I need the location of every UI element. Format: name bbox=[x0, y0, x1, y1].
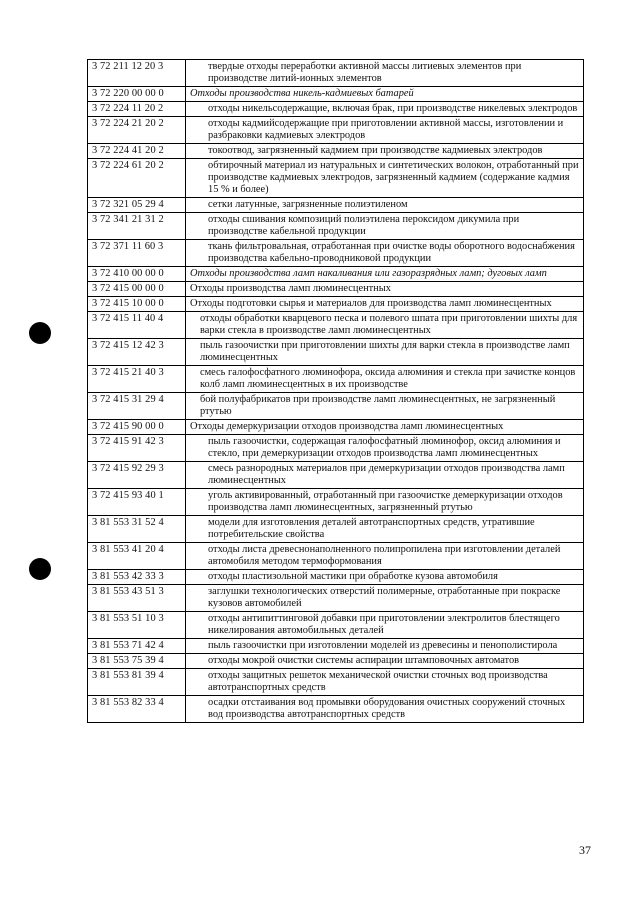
waste-description-cell: отходы мокрой очистки системы аспирации штамповочных автоматов bbox=[186, 654, 584, 669]
page-number: 37 bbox=[579, 843, 591, 857]
waste-description-cell: отходы кадмийсодержащие при приготовлении активной массы, изготовлении и разбраковки кадмиевых электродов bbox=[186, 117, 584, 144]
table-row bbox=[88, 516, 584, 543]
waste-description-cell: ткань фильтровальная, отработанная при очистке воды оборотного водоснабжения производства кабельно-проводниковой продукции bbox=[186, 240, 584, 267]
table-row bbox=[88, 339, 584, 366]
waste-description-cell: осадки отстаивания вод промывки оборудования очистных сооружений сточных вод производства автотранспортных средств bbox=[186, 696, 584, 723]
waste-description-cell: обтирочный материал из натуральных и синтетических волокон, отработанный при производстве кадмиевых электродов, загрязненный кадмием (содержание кадмия 15 % и более) bbox=[186, 159, 584, 198]
waste-description-cell: модели для изготовления деталей автотранспортных средств, утратившие потребительские свойства bbox=[186, 516, 584, 543]
punch-hole-top bbox=[29, 322, 51, 344]
waste-code-cell: 3 81 553 51 10 3 bbox=[88, 612, 186, 639]
table-row bbox=[88, 435, 584, 462]
table-row bbox=[88, 213, 584, 240]
waste-code-cell: 3 72 415 93 40 1 bbox=[88, 489, 186, 516]
table-row bbox=[88, 297, 584, 312]
waste-code-cell: 3 72 415 00 00 0 bbox=[88, 282, 186, 297]
waste-code-cell: 3 81 553 43 51 3 bbox=[88, 585, 186, 612]
waste-description-cell: твердые отходы переработки активной массы литиевых элементов при производстве литий-ионных элементов bbox=[186, 60, 584, 87]
waste-description-cell: отходы антипиттинговой добавки при приготовлении электролитов блестящего никелирования автомобильных деталей bbox=[186, 612, 584, 639]
waste-description-cell: Отходы производства ламп накаливания или газоразрядных ламп; дуговых ламп bbox=[186, 267, 584, 282]
waste-description-cell: пыль газоочистки при приготовлении шихты для варки стекла в производстве ламп люминесцентных bbox=[186, 339, 584, 366]
waste-code-cell: 3 72 224 41 20 2 bbox=[88, 144, 186, 159]
waste-code-cell: 3 81 553 31 52 4 bbox=[88, 516, 186, 543]
table-body bbox=[88, 60, 584, 723]
waste-code-cell: 3 72 415 12 42 3 bbox=[88, 339, 186, 366]
waste-description-cell: отходы сшивания композиций полиэтилена пероксидом дикумила при производстве кабельной продукции bbox=[186, 213, 584, 240]
table-row bbox=[88, 696, 584, 723]
waste-description-cell: Отходы демеркуризации отходов производства ламп люминесцентных bbox=[186, 420, 584, 435]
table-row bbox=[88, 366, 584, 393]
waste-code-cell: 3 81 553 75 39 4 bbox=[88, 654, 186, 669]
table-row bbox=[88, 117, 584, 144]
table-row bbox=[88, 612, 584, 639]
table-row bbox=[88, 87, 584, 102]
table-row bbox=[88, 543, 584, 570]
table-row bbox=[88, 585, 584, 612]
table-row bbox=[88, 198, 584, 213]
table-row bbox=[88, 282, 584, 297]
waste-code-cell: 3 72 220 00 00 0 bbox=[88, 87, 186, 102]
waste-description-cell: уголь активированный, отработанный при газоочистке демеркуризации отходов производства ламп люминесцентных, загрязненный ртутью bbox=[186, 489, 584, 516]
waste-code-cell: 3 72 415 92 29 3 bbox=[88, 462, 186, 489]
waste-code-cell: 3 72 415 10 00 0 bbox=[88, 297, 186, 312]
waste-code-cell: 3 81 553 71 42 4 bbox=[88, 639, 186, 654]
table-row bbox=[88, 312, 584, 339]
table-row bbox=[88, 267, 584, 282]
waste-code-cell: 3 81 553 42 33 3 bbox=[88, 570, 186, 585]
waste-code-cell: 3 81 553 41 20 4 bbox=[88, 543, 186, 570]
waste-code-cell: 3 72 321 05 29 4 bbox=[88, 198, 186, 213]
table-row bbox=[88, 102, 584, 117]
table-row bbox=[88, 144, 584, 159]
table-row bbox=[88, 393, 584, 420]
waste-classification-table bbox=[87, 59, 584, 723]
table-row bbox=[88, 240, 584, 267]
table-row bbox=[88, 462, 584, 489]
waste-code-cell: 3 81 553 81 39 4 bbox=[88, 669, 186, 696]
waste-code-cell: 3 72 415 11 40 4 bbox=[88, 312, 186, 339]
table-row bbox=[88, 570, 584, 585]
waste-description-cell: сетки латунные, загрязненные полиэтиленом bbox=[186, 198, 584, 213]
waste-description-cell: Отходы производства никель-кадмиевых батарей bbox=[186, 87, 584, 102]
table-row bbox=[88, 654, 584, 669]
waste-description-cell: смесь разнородных материалов при демеркуризации отходов производства ламп люминесцентных bbox=[186, 462, 584, 489]
waste-description-cell: бой полуфабрикатов при производстве ламп люминесцентных, не загрязненный ртутью bbox=[186, 393, 584, 420]
waste-code-cell: 3 72 224 11 20 2 bbox=[88, 102, 186, 117]
punch-hole-bottom bbox=[29, 558, 51, 580]
waste-code-cell: 3 72 415 21 40 3 bbox=[88, 366, 186, 393]
waste-description-cell: Отходы производства ламп люминесцентных bbox=[186, 282, 584, 297]
waste-code-cell: 3 72 211 12 20 3 bbox=[88, 60, 186, 87]
table-row bbox=[88, 489, 584, 516]
table-row bbox=[88, 159, 584, 198]
waste-code-cell: 3 72 410 00 00 0 bbox=[88, 267, 186, 282]
waste-description-cell: токоотвод, загрязненный кадмием при производстве кадмиевых электродов bbox=[186, 144, 584, 159]
table-row bbox=[88, 669, 584, 696]
waste-description-cell: отходы защитных решеток механической очистки сточных вод производства автотранспортных средств bbox=[186, 669, 584, 696]
waste-description-cell: заглушки технологических отверстий полимерные, отработанные при покраске кузовов автомобилей bbox=[186, 585, 584, 612]
waste-code-cell: 3 72 415 31 29 4 bbox=[88, 393, 186, 420]
waste-code-cell: 3 72 415 90 00 0 bbox=[88, 420, 186, 435]
table-row bbox=[88, 60, 584, 87]
waste-code-cell: 3 72 224 61 20 2 bbox=[88, 159, 186, 198]
table-row bbox=[88, 420, 584, 435]
waste-description-cell: пыль газоочистки при изготовлении моделей из древесины и пенополистирола bbox=[186, 639, 584, 654]
waste-description-cell: пыль газоочистки, содержащая галофосфатный люминофор, оксид алюминия и стекло, при демеркуризации отходов производства ламп люминесцентных bbox=[186, 435, 584, 462]
waste-description-cell: отходы никельсодержащие, включая брак, при производстве никелевых электродов bbox=[186, 102, 584, 117]
waste-code-cell: 3 72 224 21 20 2 bbox=[88, 117, 186, 144]
table-row bbox=[88, 639, 584, 654]
waste-description-cell: отходы пластизольной мастики при обработке кузова автомобиля bbox=[186, 570, 584, 585]
waste-description-cell: отходы листа древеснонаполненного полипропилена при изготовлении деталей автомобиля методом термоформования bbox=[186, 543, 584, 570]
waste-description-cell: Отходы подготовки сырья и материалов для производства ламп люминесцентных bbox=[186, 297, 584, 312]
waste-description-cell: смесь галофосфатного люминофора, оксида алюминия и стекла при зачистке концов колб ламп люминесцентных в их производстве bbox=[186, 366, 584, 393]
waste-code-cell: 3 81 553 82 33 4 bbox=[88, 696, 186, 723]
waste-code-cell: 3 72 341 21 31 2 bbox=[88, 213, 186, 240]
waste-description-cell: отходы обработки кварцевого песка и полевого шпата при приготовлении шихты для варки стекла в производстве ламп люминесцентных bbox=[186, 312, 584, 339]
waste-code-cell: 3 72 371 11 60 3 bbox=[88, 240, 186, 267]
waste-code-cell: 3 72 415 91 42 3 bbox=[88, 435, 186, 462]
